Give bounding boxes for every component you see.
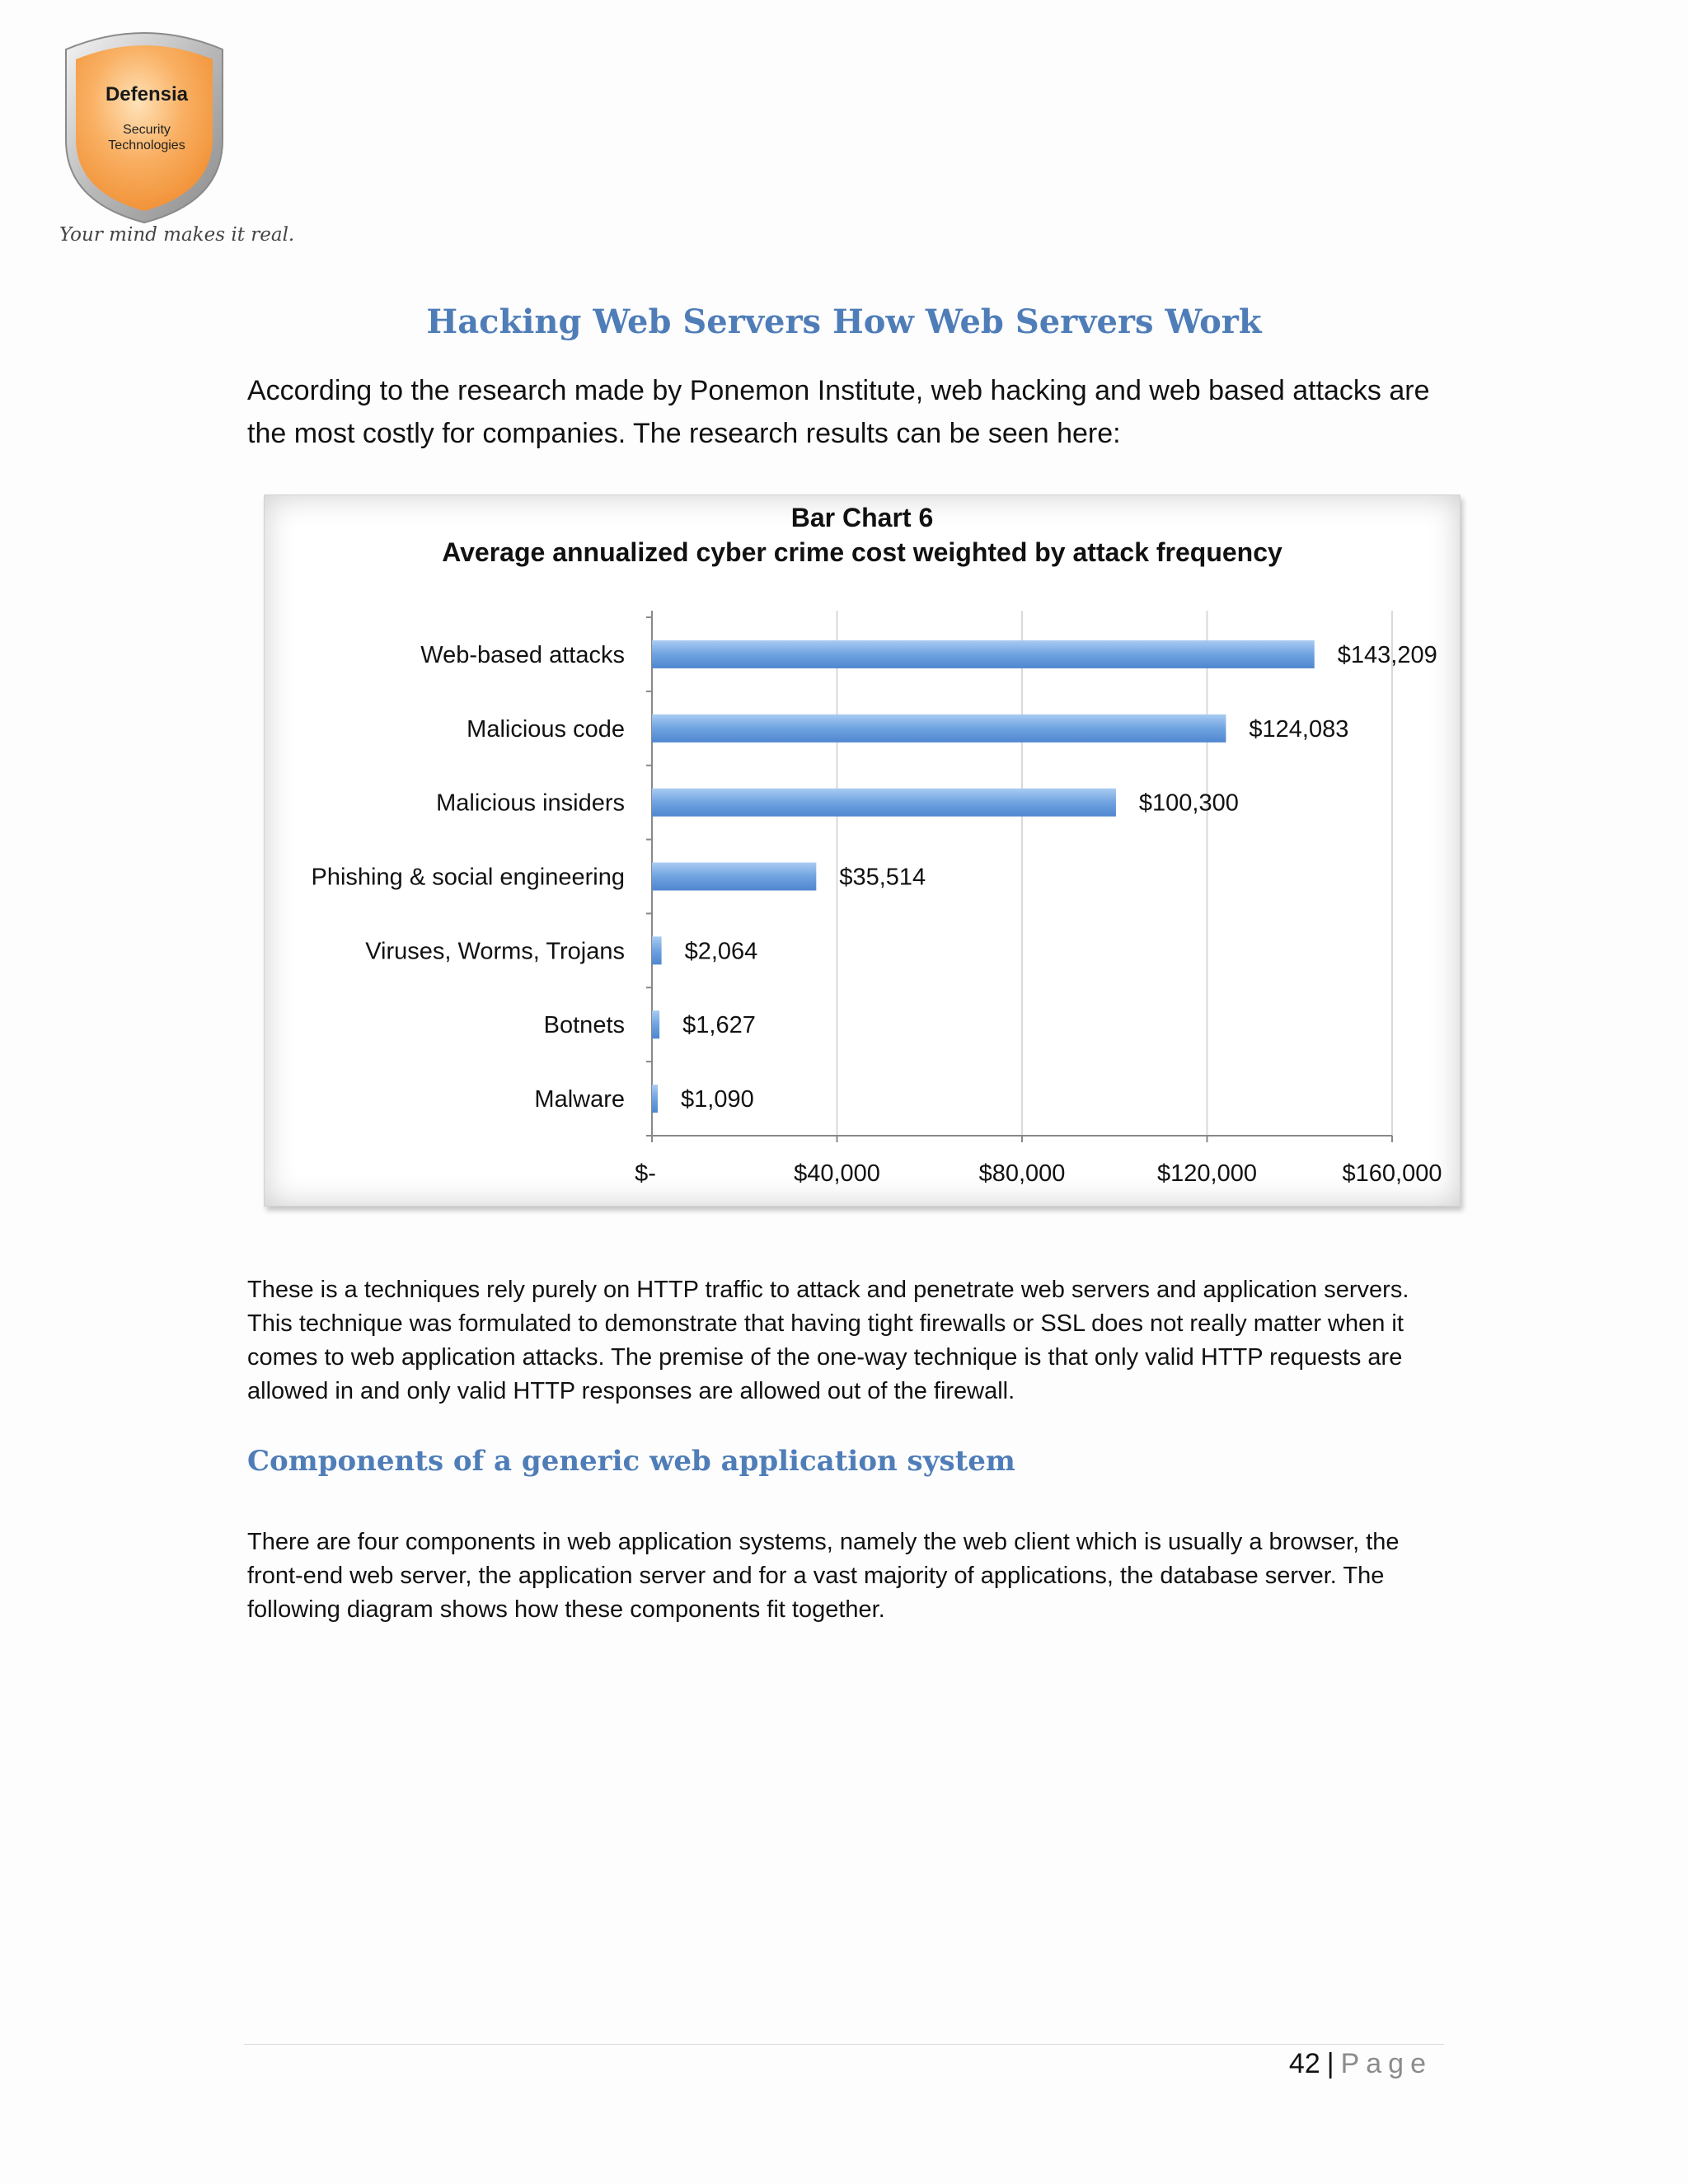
x-tick-label: $40,000 xyxy=(794,1160,880,1187)
footer-divider xyxy=(244,2044,1444,2045)
section-heading: Components of a generic web application system xyxy=(247,1445,1015,1478)
data-label: $124,083 xyxy=(1249,715,1349,743)
x-tick-label: $160,000 xyxy=(1342,1160,1442,1187)
x-tick-label: $80,000 xyxy=(978,1160,1066,1187)
bar xyxy=(652,863,816,891)
chart-subtitle: Average annualized cyber crime cost weighted by attack frequency xyxy=(442,537,1282,567)
page-footer xyxy=(1289,2048,1432,2080)
logo-tagline: Your mind makes it real. xyxy=(59,224,295,246)
bar xyxy=(652,715,1226,743)
page-label: Page xyxy=(1340,2048,1432,2079)
logo-name: Defensia xyxy=(105,83,189,105)
body-paragraph-1: These is a techniques rely purely on HTTP traffic to attack and penetrate web servers and application servers. This technique was formulated to demonstrate that having tight firewalls or SSL does not really matter when it comes to web application attacks. The premise of the one-way technique is that only valid HTTP requests are allowed in and only valid HTTP responses are allowed out of the firewall. xyxy=(247,1277,1409,1404)
page-title: Hacking Web Servers How Web Servers Work xyxy=(426,302,1262,341)
body-paragraph-2: There are four components in web application systems, namely the web client which is usually a browser, the front-end web server, the application server and for a vast majority of applications, the database server. The following diagram shows how these components fit together. xyxy=(247,1529,1400,1623)
bar-chart-svg xyxy=(265,495,1460,1206)
bar xyxy=(652,1010,659,1038)
bar xyxy=(652,1085,658,1113)
category-label: Malicious insiders xyxy=(436,790,625,817)
company-logo xyxy=(49,25,239,255)
bar xyxy=(652,789,1116,817)
chart-title: Bar Chart 6 xyxy=(790,503,934,532)
footer-separator: | xyxy=(1326,2048,1334,2079)
data-label: $2,064 xyxy=(684,938,758,965)
logo-subtitle-1: Security xyxy=(123,123,171,137)
category-label: Web-based attacks xyxy=(420,641,625,668)
category-label: Botnets xyxy=(543,1012,625,1039)
logo-subtitle-2: Technologies xyxy=(108,138,185,152)
page-number: 42 xyxy=(1288,2048,1320,2079)
intro-paragraph: According to the research made by Ponemon Institute, web hacking and web based attacks are the most costly for companies. The research results can be seen here: xyxy=(247,375,1430,449)
bar xyxy=(652,936,662,964)
data-label: $100,300 xyxy=(1138,790,1239,817)
x-tick-label: $- xyxy=(635,1160,656,1187)
category-label: Phishing & social engineering xyxy=(311,864,625,891)
data-label: $143,209 xyxy=(1337,641,1437,668)
category-label: Malicious code xyxy=(467,715,625,743)
bar-chart xyxy=(264,494,1461,1207)
x-tick-label: $120,000 xyxy=(1157,1160,1257,1187)
data-label: $1,090 xyxy=(681,1086,754,1113)
category-label: Malware xyxy=(534,1086,625,1113)
category-label: Viruses, Worms, Trojans xyxy=(365,938,625,965)
data-label: $35,514 xyxy=(839,864,926,891)
bar xyxy=(652,640,1315,668)
data-label: $1,627 xyxy=(682,1012,756,1039)
